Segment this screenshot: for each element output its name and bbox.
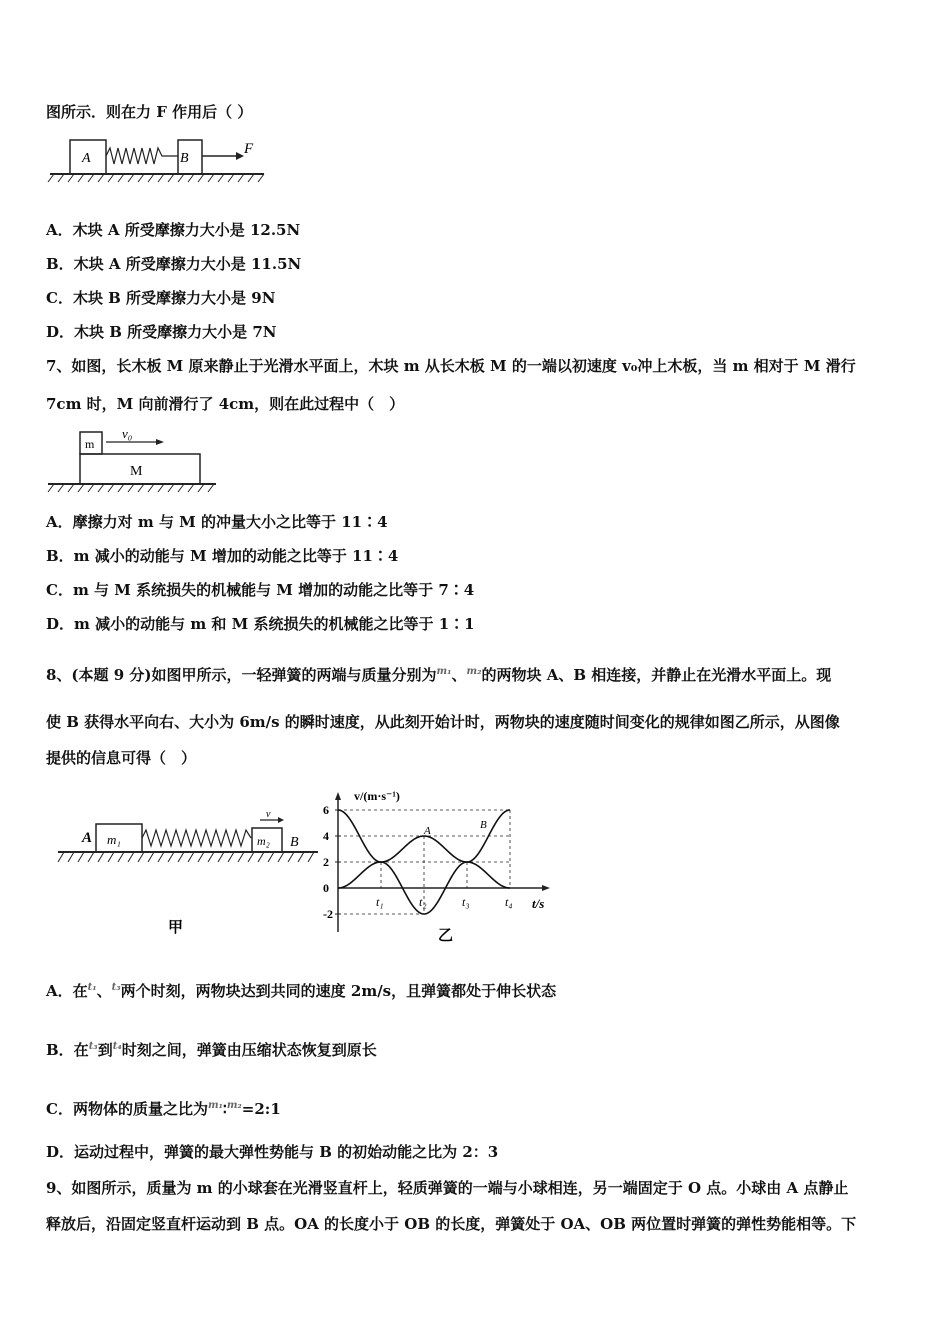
t3-symbol: t₃ xyxy=(111,982,121,993)
label-b: B xyxy=(290,835,299,850)
m2-symbol: m₂ xyxy=(226,1100,242,1111)
x-tick-label: t₁ xyxy=(376,895,384,909)
x-tick-label: t₂ xyxy=(419,895,427,909)
curve-label-b: B xyxy=(480,819,487,831)
q6-option-b: B．木块 A 所受摩擦力大小是 11.5N xyxy=(46,255,302,273)
block-m1-label: m₁ xyxy=(107,832,121,847)
small-block-label: m xyxy=(85,437,95,451)
q8-figure-jia xyxy=(56,812,322,942)
q8-option-c: C．两物体的质量之比为$^{m_1}$∶$^{m_2}$=2:1 xyxy=(46,1100,281,1118)
q8-mass-m1: m₁ xyxy=(436,666,452,677)
velocity-label: v₀ xyxy=(122,426,133,441)
velocity-arrowhead xyxy=(156,439,164,445)
y-tick-label: 4 xyxy=(323,829,329,843)
q7-option-c: C．m 与 M 系统损失的机械能与 M 增加的动能之比等于 7∶4 xyxy=(46,581,475,599)
force-label: F xyxy=(244,141,254,157)
t3-symbol: t₃ xyxy=(88,1041,98,1052)
velocity-arrowhead xyxy=(278,817,284,823)
q6-option-d: D．木块 B 所受摩擦力大小是 7N xyxy=(46,323,277,341)
spring xyxy=(142,830,251,846)
y-tick-label: -2 xyxy=(323,907,333,921)
long-board-label: M xyxy=(130,464,143,479)
x-tick-label: t₄ xyxy=(505,895,513,909)
q7-stem-line1: 7、如图，长木板 M 原来静止于光滑水平面上，木块 m 从长木板 M 的一端以初速度 v₀冲上木板，当 m 相对于 M 滑行 xyxy=(46,357,856,375)
y-tick-label: 6 xyxy=(323,803,329,817)
q8-stem-line1-a: 8、(本题 9 分)如图甲所示，一轻弹簧的两端与质量分别为 xyxy=(46,666,437,684)
q9-line1: 9、如图所示，质量为 m 的小球套在光滑竖直杆上，轻质弹簧的一端与小球相连，另一端固定于 O 点。小球由 A 点静止 xyxy=(46,1179,849,1197)
q7-option-d: D．m 减小的动能与 m 和 M 系统损失的机械能之比等于 1∶1 xyxy=(46,615,475,633)
ground-hatch xyxy=(58,852,314,862)
q8-sep: 、 xyxy=(451,666,467,684)
y-tick-label: 2 xyxy=(323,855,329,869)
q7-stem-line2: 7cm 时，M 向前滑行了 4cm，则在此过程中（ ） xyxy=(46,395,405,413)
q8-option-d: D．运动过程中，弹簧的最大弹性势能与 B 的初始动能之比为 2：3 xyxy=(46,1143,499,1161)
q6-option-a: A．木块 A 所受摩擦力大小是 12.5N xyxy=(46,221,301,239)
q8-stem-line3: 提供的信息可得（ ） xyxy=(46,749,197,767)
q8-stem-line2: 使 B 获得水平向右、大小为 6m/s 的瞬时速度，从此刻开始计时，两物块的速度随时间变化的规律如图乙所示，从图像 xyxy=(46,713,840,731)
ground-hatch xyxy=(48,174,264,182)
block-b-label: B xyxy=(180,151,189,166)
y-tick-label: 0 xyxy=(323,881,329,895)
q7-figure xyxy=(44,424,224,496)
q8-stem-line1-b: 的两物块 A、B 相连接，并静止在光滑水平面上。现 xyxy=(481,666,832,684)
x-tick-label: t₃ xyxy=(462,895,470,909)
t4-symbol: t₄ xyxy=(112,1041,122,1052)
x-axis-arrowhead xyxy=(542,885,550,891)
caption-yi: 乙 xyxy=(438,928,454,944)
force-arrowhead xyxy=(236,152,244,160)
q6-figure xyxy=(44,134,274,186)
y-axis-arrowhead xyxy=(335,792,341,800)
label-a: A xyxy=(82,830,93,846)
spring xyxy=(106,148,178,164)
m1-symbol: m₁ xyxy=(207,1100,223,1111)
ground-hatch xyxy=(48,484,214,492)
block-a-label: A xyxy=(82,151,91,166)
q6-stem: 图所示．则在力 F 作用后（ ） xyxy=(46,103,253,121)
q8-option-b: B．在$^{t_3}$到$^{t_4}$时刻之间，弹簧由压缩状态恢复到原长 xyxy=(46,1041,377,1059)
q8-mass-m2: m₂ xyxy=(466,666,482,677)
y-axis-label: v/(m·s⁻¹) xyxy=(354,789,400,803)
caption-jia: 甲 xyxy=(168,920,184,936)
q8-stem-line1 xyxy=(46,662,831,685)
velocity-label: v xyxy=(266,812,271,820)
q8-vt-chart xyxy=(318,782,558,946)
q7-option-b: B．m 减小的动能与 M 增加的动能之比等于 11∶4 xyxy=(46,547,399,565)
q6-option-c: C．木块 B 所受摩擦力大小是 9N xyxy=(46,289,276,307)
q8-option-a: A．在$^{t_1}$、$^{t_3}$两个时刻，两物块达到共同的速度 2m/s，且弹簧都处于伸长状态 xyxy=(46,982,557,1000)
t1-symbol: t₁ xyxy=(87,982,97,993)
curve-label-a: A xyxy=(424,825,431,837)
q7-option-a: A．摩擦力对 m 与 M 的冲量大小之比等于 11∶4 xyxy=(46,513,388,531)
block-m2-label: m₂ xyxy=(257,834,270,848)
q9-line2: 释放后，沿固定竖直杆运动到 B 点。OA 的长度小于 OB 的长度，弹簧处于 OA、OB 两位置时弹簧的弹性势能相等。下 xyxy=(46,1215,857,1233)
x-axis-label: t/s xyxy=(532,896,545,911)
